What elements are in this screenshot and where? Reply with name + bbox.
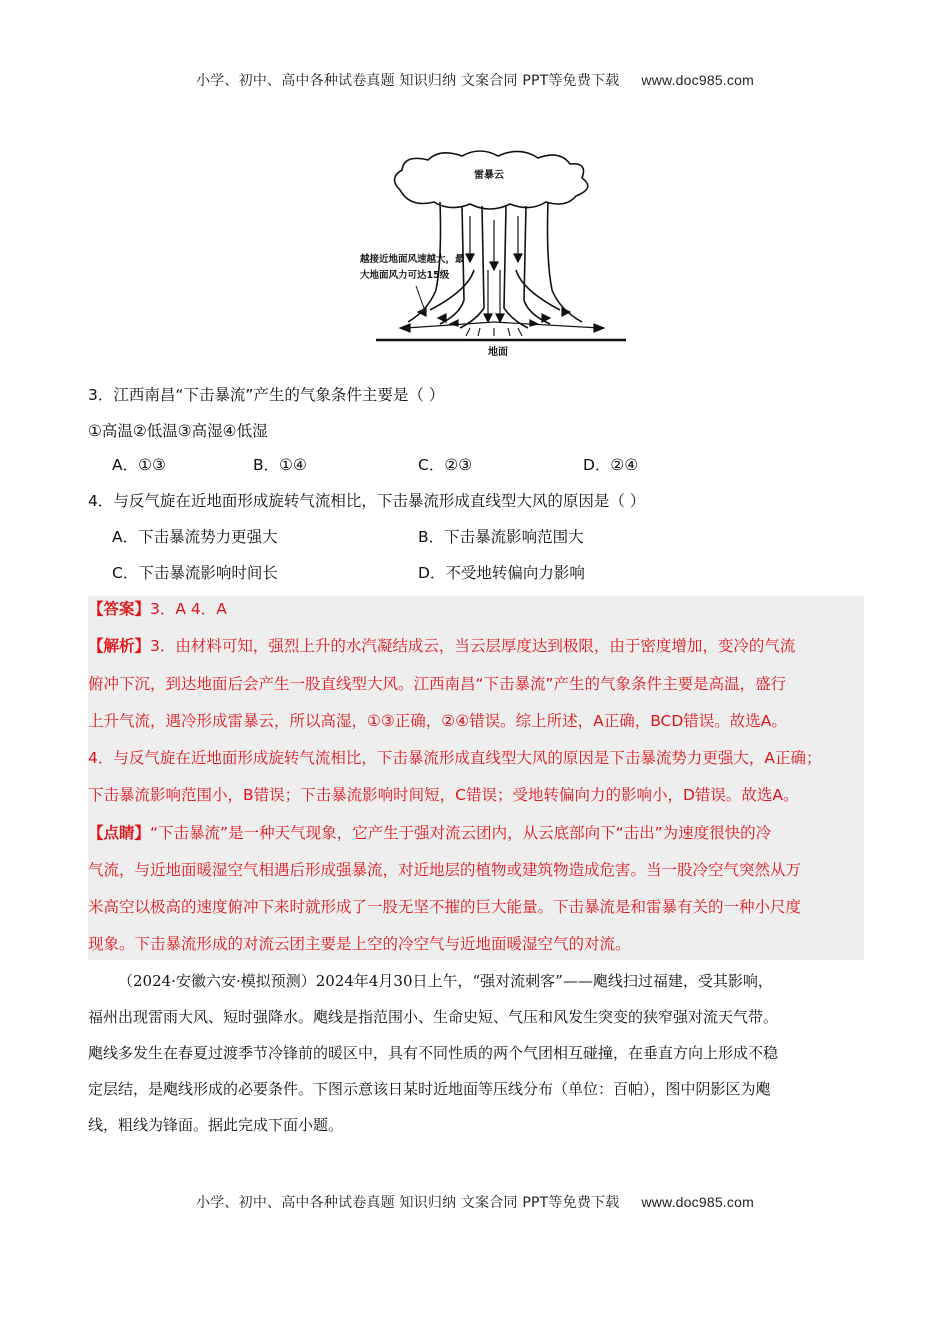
annotation-line-1: 越接近地面风速越大，最	[360, 254, 465, 265]
header-site-link[interactable]: www.doc985.com	[641, 72, 754, 88]
downburst-diagram	[360, 150, 632, 360]
answer-line	[88, 598, 227, 620]
question-4-option-c[interactable]: C．下击暴流影响时间长	[112, 564, 278, 582]
tip-line-4: 现象。下击暴流形成的对流云团主要是上空的冷空气与近地面暖湿空气的对流。	[88, 935, 631, 953]
question-4-option-a[interactable]: A．下击暴流势力更强大	[112, 528, 278, 546]
question-3-option-c[interactable]: C．②③	[418, 456, 473, 474]
passage-line-4: 定层结，是飑线形成的必要条件。下图示意该日某时近地面等压线分布（单位：百帕），图中阴影区为飑	[88, 1080, 771, 1098]
footer-site-link[interactable]: www.doc985.com	[641, 1194, 754, 1210]
tip-line-2: 气流，与近地面暖湿空气相遇后形成强暴流，对近地层的植物或建筑物造成危害。当一股冷空气突然从万	[88, 861, 802, 879]
ground-label: 地面	[488, 347, 508, 358]
answer-text: 3．A 4．A	[150, 600, 227, 618]
question-3-conditions: ①高温②低温③高湿④低湿	[88, 422, 268, 440]
analysis-tag: 【解析】	[88, 637, 151, 655]
question-4-stem: 4．与反气旋在近地面形成旋转气流相比，下击暴流形成直线型大风的原因是（ ）	[88, 492, 646, 510]
page-footer	[0, 1192, 950, 1212]
answer-tag: 【答案】	[88, 600, 151, 618]
passage-line-1: （2024·安徽六安·模拟预测）2024年4月30日上午，“强对流刺客”——飑线扫过福建，受其影响，	[118, 972, 773, 990]
passage-line-3: 飑线多发生在春夏过渡季节冷锋前的暖区中，具有不同性质的两个气团相互碰撞，在垂直方向上形成不稳	[88, 1044, 779, 1062]
right-column-outer	[548, 202, 583, 322]
passage-line-2: 福州出现雷雨大风、短时强降水。飑线是指范围小、生命史短、气压和风发生突变的狭窄强对流天气带。	[88, 1008, 779, 1026]
question-4-option-b[interactable]: B．下击暴流影响范围大	[418, 528, 584, 546]
header-text: 小学、初中、高中各种试卷真题 知识归纳 文案合同 PPT等免费下载	[196, 73, 620, 89]
footer-text: 小学、初中、高中各种试卷真题 知识归纳 文案合同 PPT等免费下载	[196, 1195, 620, 1211]
tip-tag: 【点睛】	[88, 824, 151, 842]
question-3-option-d[interactable]: D．②④	[583, 456, 639, 474]
analysis-line-2: 俯冲下沉，到达地面后会产生一股直线型大风。江西南昌“下击暴流”产生的气象条件主要是高温，盛行	[88, 675, 787, 693]
page-header	[0, 70, 950, 90]
tip-line-3: 米高空以极高的速度俯冲下来时就形成了一股无坚不摧的巨大能量。下击暴流是和雷暴有关的一种小尺度	[88, 898, 802, 916]
analysis-line-3: 上升气流，遇冷形成雷暴云，所以高湿，①③正确，②④错误。综上所述，A正确，BCD错误。故选A。	[88, 712, 787, 730]
analysis-line-5: 下击暴流影响范围小，B错误；下击暴流影响时间短，C错误；受地转偏向力的影响小，D错误。故选A。	[88, 786, 799, 804]
analysis-line-4: 4．与反气旋在近地面形成旋转气流相比，下击暴流形成直线型大风的原因是下击暴流势力更强大，A正确；	[88, 749, 822, 767]
analysis-line-1: 【解析】3．由材料可知，强烈上升的水汽凝结成云，当云层厚度达到极限，由于密度增加，变冷的气流	[88, 637, 796, 655]
question-3-option-b[interactable]: B．①④	[253, 456, 307, 474]
question-4-option-d[interactable]: D．不受地转偏向力影响	[418, 564, 585, 582]
question-3-stem: 3．江西南昌“下击暴流”产生的气象条件主要是（ ）	[88, 386, 445, 404]
tip-line-1: 【点睛】“下击暴流”是一种天气现象，它产生于强对流云团内，从云底部向下“击出”为速度很快的冷	[88, 824, 772, 842]
passage-line-5: 线，粗线为锋面。据此完成下面小题。	[88, 1116, 344, 1134]
annotation-line-2: 大地面风力可达15级	[360, 270, 450, 281]
question-3-option-a[interactable]: A．①③	[112, 456, 166, 474]
cloud-label: 雷暴云	[474, 170, 504, 181]
